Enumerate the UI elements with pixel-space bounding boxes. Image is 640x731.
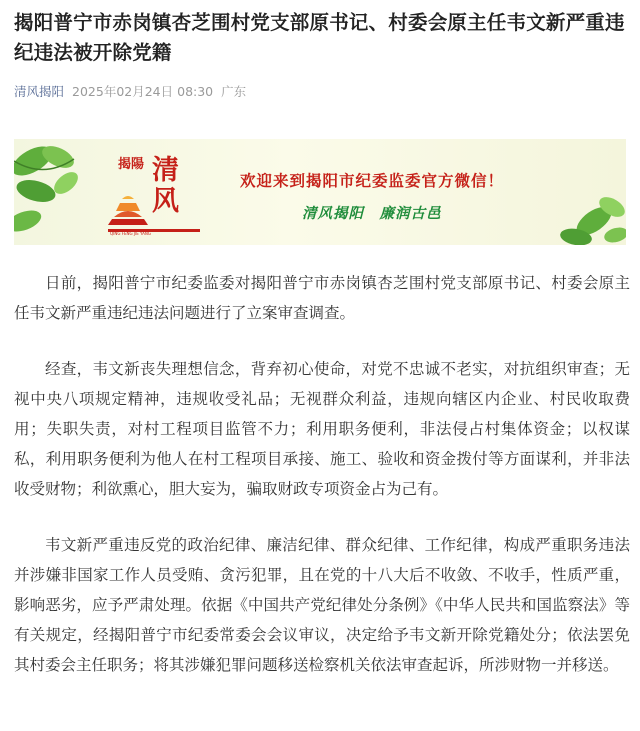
paragraph: 经查，韦文新丧失理想信念，背弃初心使命，对党不忠诚不老实，对抗组织审查；无视中央八项规定精神，违规收受礼品；无视群众利益，违规向辖区内企业、村民收取费用；失职失责，对村工程项目监管不力；利用职务便利，非法侵占村集体资金；以权谋私，利用职务便利为他人在村工程项目承接、施工、验收和资金拨付等方面谋利，并非法收受财物；利欲熏心，胆大妄为，骗取财政专项资金占为己有。 bbox=[14, 360, 630, 498]
logo-pinyin-text: QING FENG JIE YANG bbox=[110, 231, 152, 236]
banner-slogan-text: 清风揭阳 廉润古邑 bbox=[302, 206, 442, 222]
paragraph: 韦文新严重违反党的政治纪律、廉洁纪律、群众纪律、工作纪律，构成严重职务违法并涉嫌非国家工作人员受贿、贪污犯罪，且在党的十八大后不收敛、不收手，性质严重，影响恶劣，应予严肃处理。依据《中国共产党纪律处分条例》《中华人民共和国监察法》等有关规定，经揭阳普宁市纪委常委会会议审议，决定给予韦文新开除党籍处分；依法罢免其村委会主任职务；将其涉嫌犯罪问题移送检察机关依法审查起诉，所涉财物一并移送。 bbox=[14, 536, 630, 674]
article-body bbox=[14, 268, 630, 706]
article-meta bbox=[14, 82, 246, 100]
publish-datetime: 2025年02月24日 08:30 bbox=[72, 84, 214, 99]
logo-city-text: 揭陽 bbox=[118, 157, 145, 172]
logo-main-text: 清风 bbox=[152, 155, 179, 217]
qingfeng-logo bbox=[102, 151, 214, 239]
banner-welcome-text: 欢迎来到揭阳市纪委监委官方微信！ bbox=[240, 172, 505, 190]
paragraph: 日前，揭阳普宁市纪委监委对揭阳普宁市赤岗镇杏芝围村党支部原书记、村委会原主任韦文新严重违纪违法问题进行了立案审查调查。 bbox=[14, 274, 630, 322]
publish-location: 广东 bbox=[221, 84, 247, 99]
leaf-left-icon bbox=[14, 139, 94, 245]
article-title: 揭阳普宁市赤岗镇杏芝围村党支部原书记、村委会原主任韦文新严重违纪违法被开除党籍 bbox=[14, 11, 625, 64]
welcome-banner-image bbox=[14, 139, 626, 245]
account-name-link[interactable]: 清风揭阳 bbox=[14, 84, 65, 99]
leaf-right-icon bbox=[546, 185, 626, 245]
